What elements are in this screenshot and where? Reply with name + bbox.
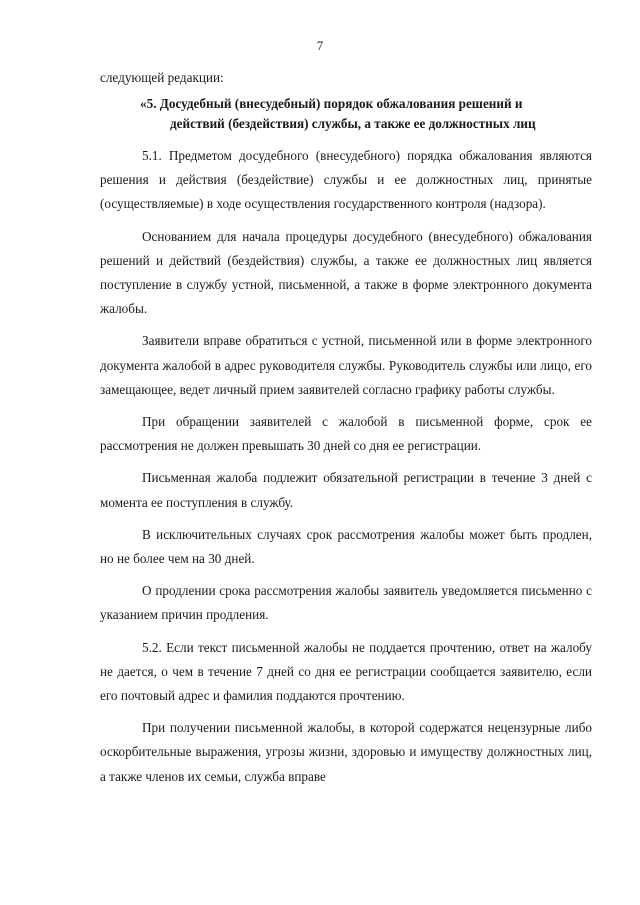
lead-text: следующей редакции: [100, 70, 224, 85]
paragraph: 5.2. Если текст письменной жалобы не поддается прочтению, ответ на жалобу не дается, о чем в течение 7 дней со дня ее регистрации сообщается заявителю, если его почтовый адрес и фамилия поддаются прочтению. [100, 639, 592, 704]
body-text [100, 144, 592, 797]
paragraph: О продлении срока рассмотрения жалобы заявитель уведомляется письменно с указанием причин продления. [100, 583, 592, 623]
paragraph: Заявители вправе обратиться с устной, письменной или в форме электронного документа жалобой в адрес руководителя службы. Руководитель службы или лицо, его замещающее, ведет личный прием заявителей согласно графику работы службы. [100, 333, 592, 397]
section-heading-line-1: «5. Досудебный (внесудебный) порядок обжалования решений и [140, 96, 523, 111]
paragraph: При получении письменной жалобы, в которой содержатся нецензурные либо оскорбительные выражения, угрозы жизни, здоровью и имуществу должностных лиц, а также членов их семьи, служба вправе [100, 720, 592, 784]
section-heading [140, 94, 592, 134]
paragraph: При обращении заявителей с жалобой в письменной форме, срок ее рассмотрения не должен превышать 30 дней со дня ее регистрации. [100, 414, 592, 454]
paragraph: В исключительных случаях срок рассмотрения жалобы может быть продлен, но не более чем на 30 дней. [100, 526, 592, 567]
section-heading-line-2: действий (бездействия) службы, а также ее должностных лиц [170, 116, 536, 131]
page-number: 7 [316, 38, 324, 53]
paragraph: Письменная жалоба подлежит обязательной регистрации в течение 3 дней с момента ее поступления в службу. [100, 470, 592, 510]
paragraph: Основанием для начала процедуры досудебного (внесудебного) обжалования решений и действий (бездействия) службы, а также ее должностных лиц является поступление в службу устной, письменной, а также в форме электронного документа жалобы. [100, 228, 592, 317]
paragraph: 5.1. Предметом досудебного (внесудебного) порядка обжалования являются решения и действия (бездействие) службы и ее должностных лиц, принятые (осуществляемые) в ходе осуществления государственного контроля (надзора). [100, 148, 592, 212]
